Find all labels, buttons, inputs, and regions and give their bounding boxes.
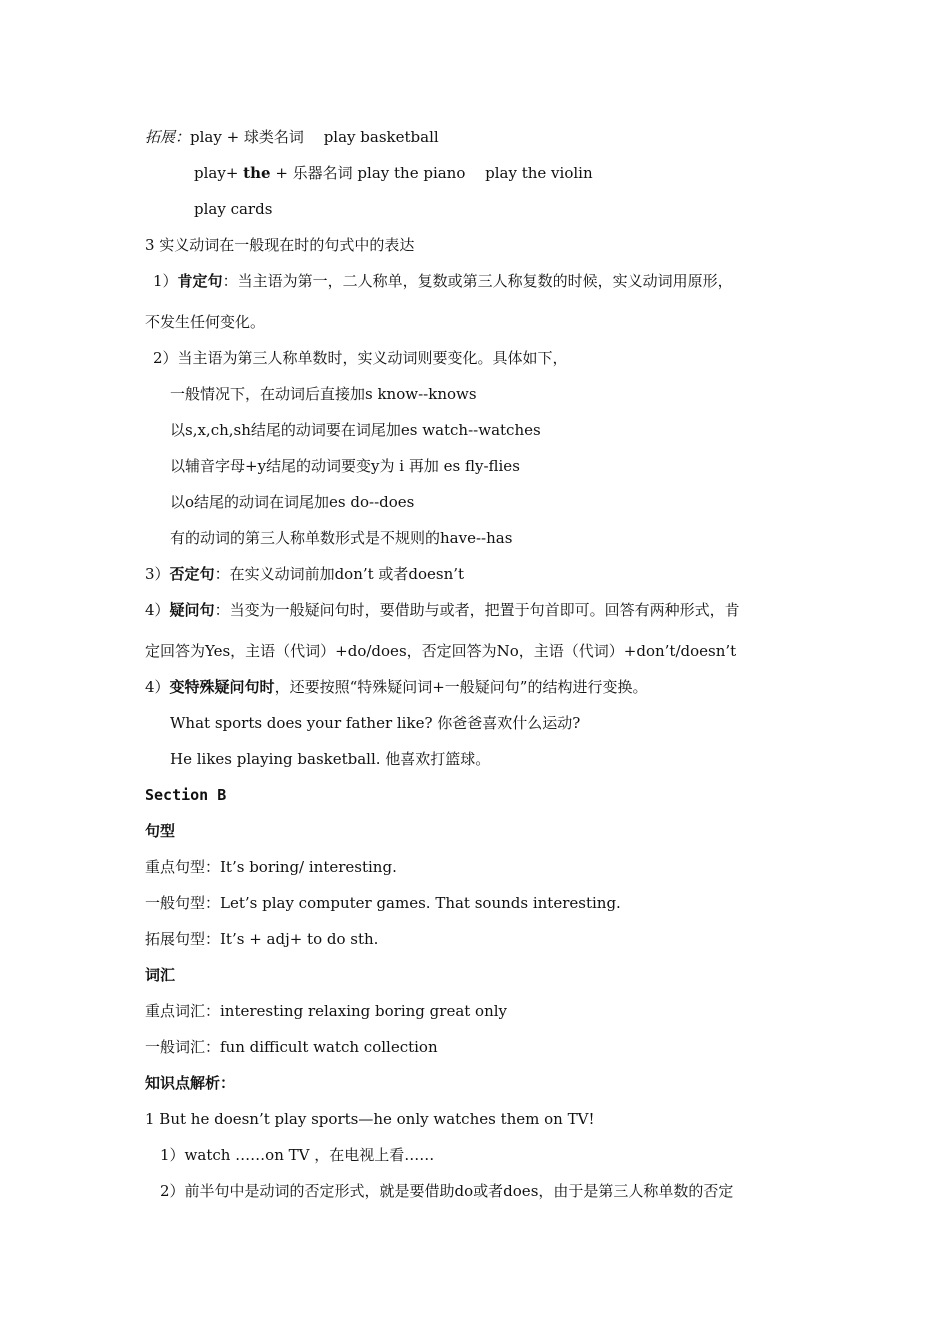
example-answer: He likes playing basketball. 他喜欢打篮球。 xyxy=(170,750,491,768)
affirmative-label: 肯定句 xyxy=(177,272,223,290)
special-question-line: 4）变特殊疑问句时，还要按照“特殊疑问词+一般疑问句”的结构进行变换。 xyxy=(145,678,648,696)
general-vocabulary: 一般词汇：fun difficult watch collection xyxy=(145,1038,438,1056)
rule-o: 以o结尾的动词在词尾加es do--does xyxy=(170,493,415,511)
point-1-sub-2: 2）前半句中是动词的否定形式，就是要借助do或者does，由于是第三人称单数的否定 xyxy=(160,1182,734,1200)
play-ball-text: play + 球类名词 play basketball xyxy=(190,128,439,146)
sentence-patterns-heading: 句型 xyxy=(145,822,176,840)
section-b-heading: Section B xyxy=(145,786,227,804)
negative-line: 3）否定句：在实义动词前加don’t 或者doesn’t xyxy=(145,565,465,583)
rule-irregular: 有的动词的第三人称单数形式是不规则的have--has xyxy=(170,529,513,547)
vocabulary-heading: 词汇 xyxy=(145,966,176,984)
rule-general: 一般情况下，在动词后直接加s know--knows xyxy=(170,385,477,403)
key-vocabulary: 重点词汇：interesting relaxing boring great only xyxy=(145,1002,508,1020)
rule-consonant-y: 以辅音字母+y结尾的动词要变y为 i 再加 es fly-flies xyxy=(170,457,520,475)
section-3-heading: 3 实义动词在一般现在时的句式中的表达 xyxy=(145,236,415,254)
third-person-line: 2）当主语为第三人称单数时，实义动词则要变化。具体如下， xyxy=(153,349,568,367)
example-question: What sports does your father like? 你爸爸喜欢什么运动? xyxy=(170,714,581,732)
point-1-sentence: 1 But he doesn’t play sports—he only watches them on TV! xyxy=(145,1110,595,1128)
knowledge-points-heading: 知识点解析： xyxy=(145,1074,236,1092)
key-sentence: 重点句型：It’s boring/ interesting. xyxy=(145,858,397,876)
instrument-text: + 乐器名词 play the piano play the violin xyxy=(270,164,593,182)
extension-play-ball-line xyxy=(145,127,439,147)
play-plus-text: play+ xyxy=(194,164,244,182)
affirmative-continued: 不发生任何变化。 xyxy=(145,313,266,331)
question-label: 疑问句 xyxy=(169,601,215,619)
negative-label: 否定句 xyxy=(169,565,215,583)
special-question-label: 变特殊疑问句时 xyxy=(169,678,275,696)
question-answer-line: 定回答为Yes，主语（代词）+do/does，否定回答为No，主语（代词）+don’t/doesn’t xyxy=(145,642,737,660)
the-bold-text: the xyxy=(243,164,271,182)
general-sentence: 一般句型：Let’s play computer games. That sounds interesting. xyxy=(145,894,621,912)
point-1-sub-1: 1）watch ……on TV ，在电视上看…… xyxy=(160,1146,435,1164)
affirmative-line: 1）肯定句：当主语为第一，二人称单，复数或第三人称复数的时候，实义动词用原形， xyxy=(153,272,733,290)
question-line: 4）疑问句：当变为一般疑问句时，要借助与或者，把置于句首即可。回答有两种形式，肯 xyxy=(145,601,740,619)
play-instrument-line xyxy=(194,163,593,183)
extension-label: 拓展： xyxy=(145,128,191,146)
extension-sentence: 拓展句型：It’s + adj+ to do sth. xyxy=(145,930,379,948)
play-cards-line: play cards xyxy=(194,200,273,218)
rule-sxchsh: 以s,x,ch,sh结尾的动词要在词尾加es watch--watches xyxy=(170,421,541,439)
